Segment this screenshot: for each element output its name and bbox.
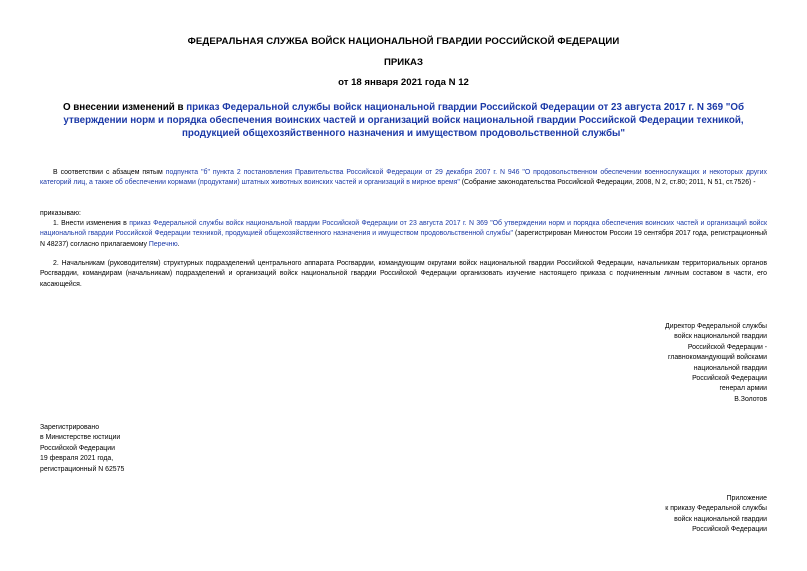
- appendix-line: Приложение: [726, 495, 767, 502]
- registration-date: 19 февраля 2021 года,: [40, 455, 114, 463]
- signature-block: [587, 322, 767, 405]
- signature-line: Директор Федеральной службы: [665, 323, 767, 330]
- basis-suffix: (Собрание законодательства Российской Федерации, 2008, N 2, ст.80; 2011, N 51, ст.7526) -: [459, 179, 756, 187]
- registration-line: Российской Федерации: [40, 444, 115, 452]
- signature-line: Российской Федерации: [692, 375, 767, 383]
- item1-prefix: 1. Внести изменения в: [53, 220, 130, 227]
- signer-name: В.Золотов: [734, 395, 767, 403]
- document-type: ПРИКАЗ: [384, 57, 423, 68]
- paragraph-item-2: 2. Начальникам (руководителям) структурных подразделений центрального аппарата Росгвардии, командующим округами войск национальной гвардии Российской Федерации, начальникам территориальных органов Росгвардии, командирам (начальникам) подразделений и организаций войск национальной гвардии Российской Федерации организовать изучение настоящего приказа с подчиненным личным составом в части, его касающейся.: [40, 260, 767, 288]
- appendix-block: [567, 494, 767, 536]
- basis-prefix: В соответствии с абзацем пятым: [53, 169, 166, 176]
- registration-block: [40, 423, 240, 475]
- registration-line: Зарегистрировано: [40, 424, 100, 431]
- document-subject: [36, 101, 771, 140]
- item1-end: .: [177, 240, 180, 248]
- order-word: приказываю:: [40, 210, 81, 217]
- signature-line: войск национальной гвардии: [674, 333, 767, 341]
- signature-line: национальной гвардии: [693, 364, 767, 372]
- appendix-line: войск национальной гвардии: [674, 515, 767, 523]
- item1-middle: (зарегистрирован Минюстом России 19 сентября 2017 года, регистрационный N 48237) согласно прилагаемому: [40, 230, 767, 248]
- subject-prefix: О внесении изменений в: [62, 102, 187, 113]
- document-date: от 18 января 2021 года N 12: [338, 77, 469, 88]
- item1-order-link[interactable]: приказ Федеральной службы войск национальной гвардии Российской Федерации от 23 августа 2017 г. N 369 "Об утверждении норм и порядка обеспечения воинских частей и организаций войск национальной гвардии Российской Федерации техникой, продукцией общехозяйственного назначения и имуществом продовольственной службы": [40, 220, 767, 238]
- registration-line: в Министерстве юстиции: [40, 434, 121, 442]
- appendix-line: Российской Федерации: [692, 526, 767, 534]
- signature-line: главнокомандующий войсками: [667, 354, 767, 362]
- basis-decree-link[interactable]: подпункта "б" пункта 2 постановления Правительства Российской Федерации от 29 декабря 2007 г. N 946 "О продовольственном обеспечении военнослужащих и некоторых других категорий лиц, а также об обеспечении кормами (продуктами) штатных животных воинских частей и организаций в мирное время": [40, 169, 767, 187]
- paragraph-basis: [40, 168, 767, 189]
- subject-order-link[interactable]: приказ Федеральной службы войск национальной гвардии Российской Федерации от 23 августа 2017 г. N 369 "Об утверждении норм и порядка обеспечения воинских частей и организаций войск национальной гвардии Российской Федерации техникой, продукцией общехозяйственного назначения и имуществом продовольственной службы": [63, 102, 745, 139]
- paragraph-item-1: [40, 219, 767, 250]
- registration-number: регистрационный N 62575: [40, 465, 125, 473]
- item1-list-link[interactable]: Перечню: [148, 240, 178, 248]
- signature-line: генерал армии: [719, 385, 767, 393]
- agency-title: ФЕДЕРАЛЬНАЯ СЛУЖБА ВОЙСК НАЦИОНАЛЬНОЙ ГВАРДИИ РОССИЙСКОЙ ФЕДЕРАЦИИ: [187, 36, 620, 47]
- appendix-line: к приказу Федеральной службы: [665, 505, 767, 513]
- signature-line: Российской Федерации -: [687, 343, 767, 351]
